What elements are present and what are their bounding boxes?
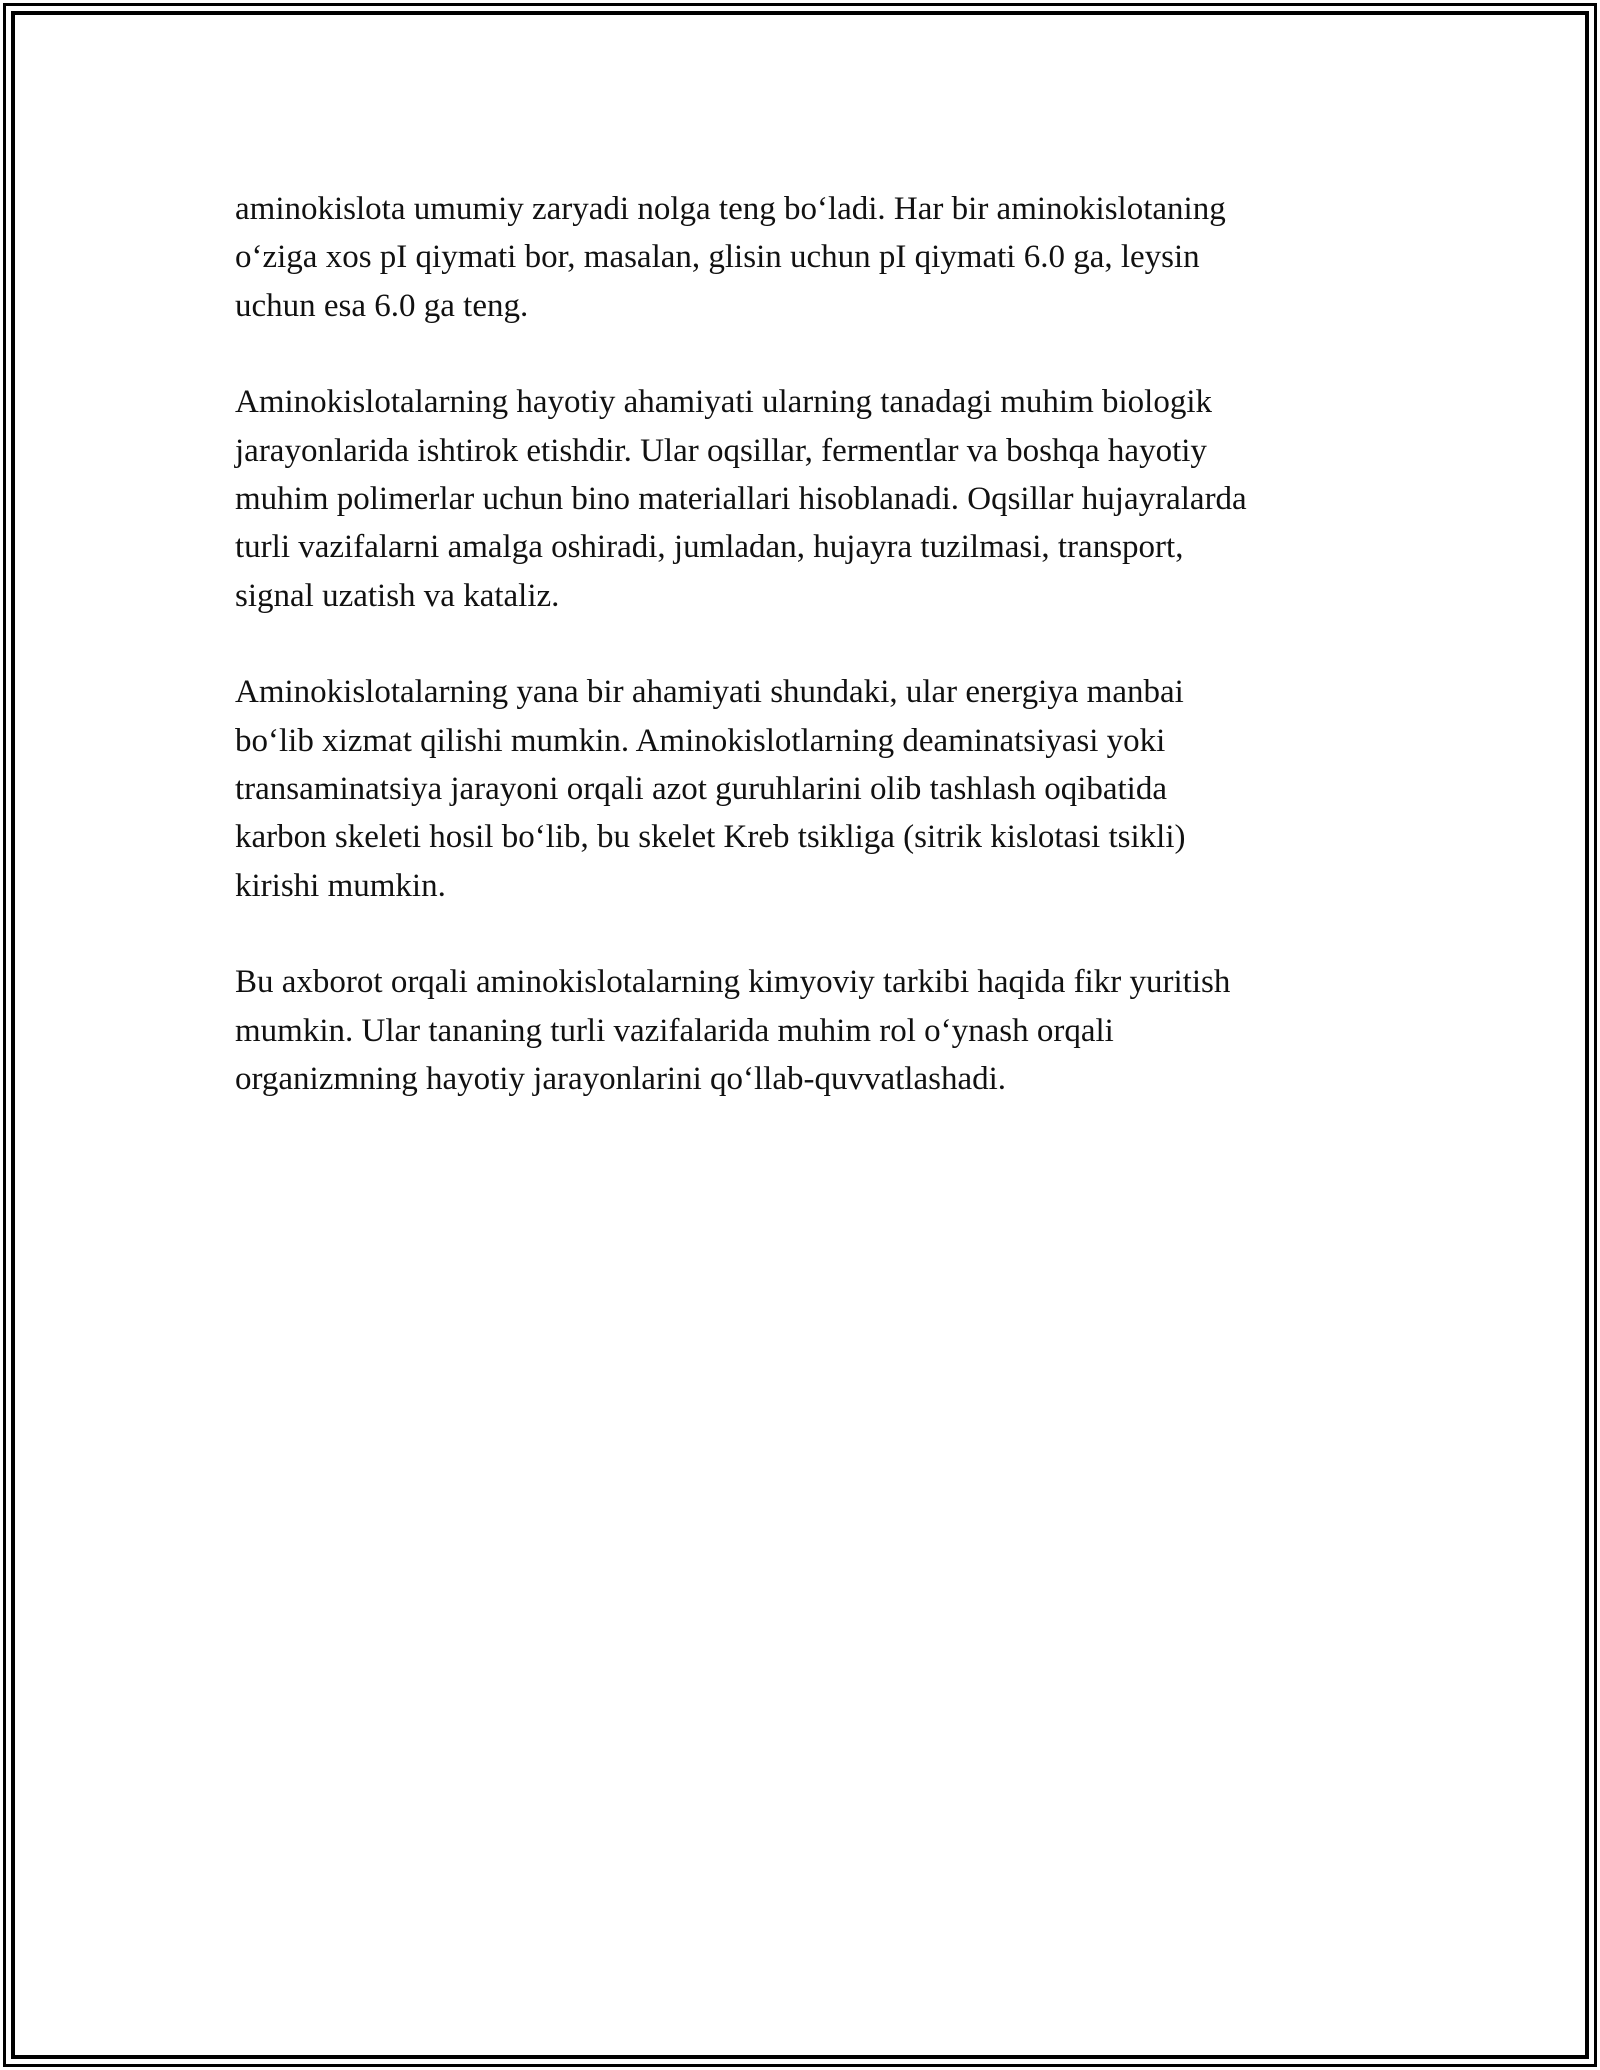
paragraph-conclusion: Bu axborot orqali aminokislotalarning kimyoviy tarkibi haqida fikr yuritish mumkin. Ular tananing turli vazifalarida muhim rol o‘ynash orqali organizmning hayotiy jarayonlarini qo‘llab-quvvatlashadi.	[235, 964, 1231, 1098]
paragraph-pi-values: aminokislota umumiy zaryadi nolga teng bo‘ladi. Har bir aminokislotaning o‘ziga xos pI qiymati bor, masalan, glisin uchun pI qiymati 6.0 ga, leysin uchun esa 6.0 ga teng.	[235, 191, 1226, 324]
document-body	[235, 185, 1375, 1152]
paragraph-biological-importance: Aminokislotalarning hayotiy ahamiyati ularning tanadagi muhim biologik jarayonlarida ishtirok etishdir. Ular oqsillar, fermentlar va boshqa hayotiy muhim polimerlar uchun bino materiallari hisoblanadi. Oqsillar hujayralarda turli vazifalarni amalga oshiradi, jumladan, hujayra tuzilmasi, transport, signal uzatish va kataliz.	[235, 384, 1247, 614]
paragraph-energy-source: Aminokislotalarning yana bir ahamiyati shundaki, ular energiya manbai bo‘lib xizmat qilishi mumkin. Aminokislotlarning deaminatsiyasi yoki transaminatsiya jarayoni orqali azot guruhlarini olib tashlash oqibatida karbon skeleti hosil bo‘lib, bu skelet Kreb tsikliga (sitrik kislotasi tsikli) kirishi mumkin.	[235, 674, 1186, 904]
